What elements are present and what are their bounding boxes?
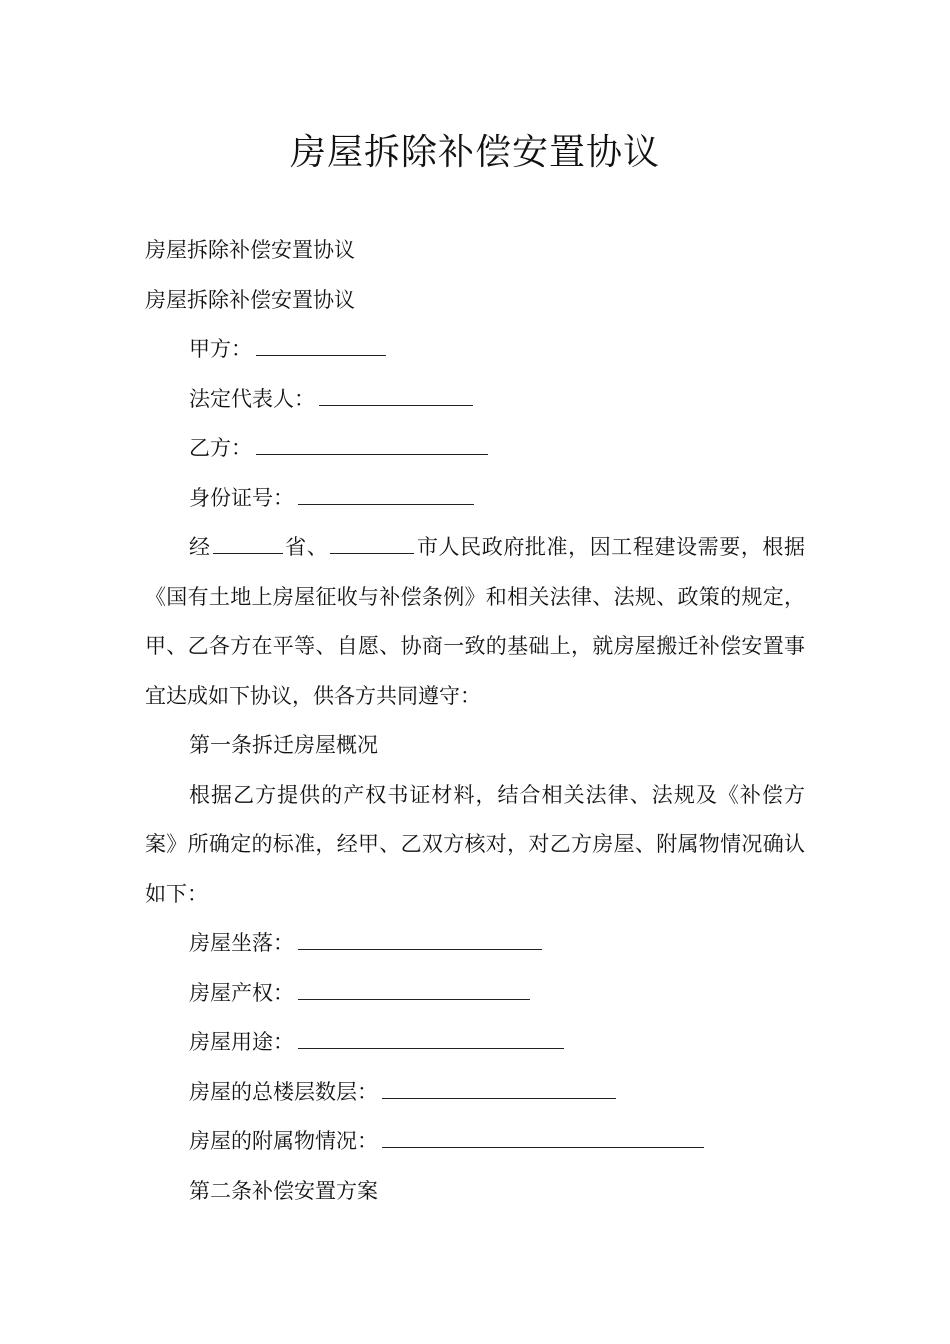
party-a-blank[interactable] <box>256 335 386 356</box>
house-use-blank[interactable] <box>298 1028 564 1049</box>
legal-rep-line <box>145 375 805 425</box>
article-2-heading: 第二条补偿安置方案 <box>189 1178 378 1203</box>
house-location-blank[interactable] <box>298 929 542 950</box>
id-number-label: 身份证号： <box>189 485 294 510</box>
preamble-part-3: 市人民政府批准，因工程建设需要，根据《国有土地上房屋征收与补偿条例》和相关法律、法规、政策的规定，甲、乙各方在平等、自愿、协商一致的基础上，就房屋搬迁补偿安置事宜达成如下协议，供各方共同遵守： <box>145 535 806 708</box>
legal-rep-label: 法定代表人： <box>189 386 315 411</box>
house-floors-label: 房屋的总楼层数层： <box>189 1079 378 1104</box>
house-location-label: 房屋坐落： <box>189 931 294 955</box>
party-b-line <box>145 424 805 474</box>
party-a-line <box>145 325 805 375</box>
house-attachments-line <box>145 1117 805 1167</box>
party-b-label: 乙方： <box>189 436 252 460</box>
house-ownership-label: 房屋产权： <box>189 980 294 1005</box>
province-blank[interactable] <box>213 533 283 554</box>
legal-rep-blank[interactable] <box>319 385 473 406</box>
party-a-label: 甲方： <box>189 337 252 361</box>
id-number-blank[interactable] <box>298 484 474 505</box>
city-blank[interactable] <box>330 533 414 554</box>
house-attachments-label: 房屋的附属物情况： <box>189 1129 378 1153</box>
house-location-line <box>145 919 805 969</box>
preamble-part-1: 经 <box>189 535 211 559</box>
house-use-label: 房屋用途： <box>189 1030 294 1054</box>
preamble-paragraph <box>145 523 805 721</box>
house-ownership-blank[interactable] <box>298 979 530 1000</box>
preamble-part-2: 省、 <box>284 535 329 559</box>
article-1-heading: 第一条拆迁房屋概况 <box>189 733 378 757</box>
house-floors-blank[interactable] <box>382 1078 616 1099</box>
document-title: 房屋拆除补偿安置协议 <box>289 132 660 173</box>
document-body <box>145 226 805 1216</box>
article-1-paragraph: 根据乙方提供的产权书证材料，结合相关法律、法规及《补偿方案》所确定的标准，经甲、乙双方核对，对乙方房屋、附属物情况确认如下： <box>145 782 805 906</box>
house-use-line <box>145 1018 805 1068</box>
party-b-blank[interactable] <box>256 434 488 455</box>
id-number-line <box>145 474 805 524</box>
house-ownership-line <box>145 969 805 1019</box>
house-floors-line <box>145 1068 805 1118</box>
subtitle-line-1: 房屋拆除补偿安置协议 <box>145 238 355 262</box>
subtitle-line-2: 房屋拆除补偿安置协议 <box>145 287 355 312</box>
house-attachments-blank[interactable] <box>382 1127 704 1148</box>
